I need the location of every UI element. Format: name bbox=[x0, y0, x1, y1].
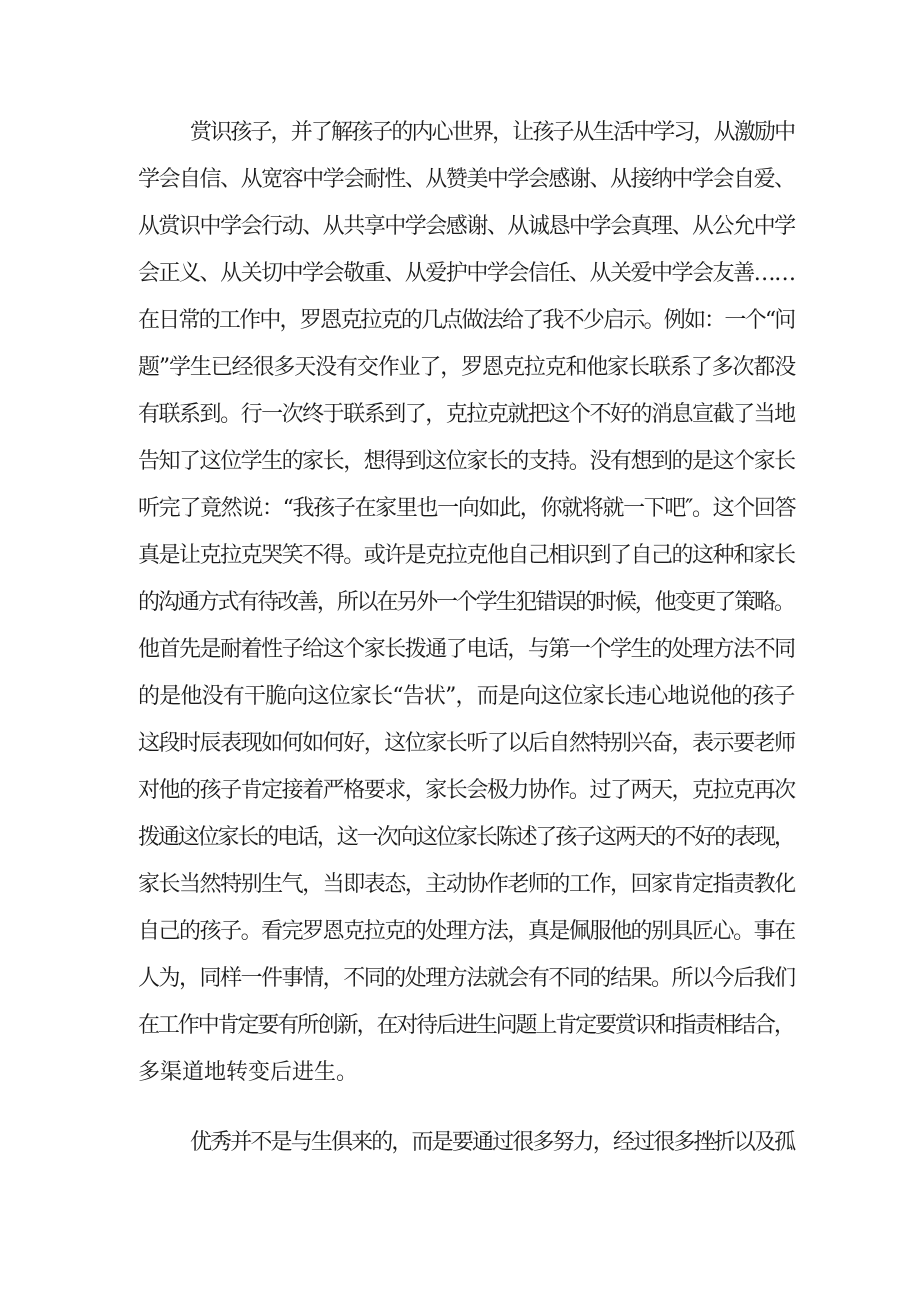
paragraph-line: 赏识孩子，并了解孩子的内心世界，让孩子从生活中学习，从激励中 bbox=[190, 120, 795, 145]
paragraph-line: 告知了这位学生的家长，想得到这位家长的支持。没有想到的是这个家长 bbox=[138, 449, 795, 474]
paragraph-line: 多渠道地转变后进生。 bbox=[138, 1060, 359, 1085]
paragraph-line: 拨通这位家长的电话，这一次向这位家长陈述了孩子这两天的不好的表现， bbox=[138, 825, 794, 850]
paragraph-line: 题”学生已经很多天没有交作业了，罗恩克拉克和他家长联系了多次都没 bbox=[138, 355, 796, 380]
paragraph-line: 有联系到。行一次终于联系到了，克拉克就把这个不好的消息宣截了当地 bbox=[138, 402, 795, 427]
paragraph-line: 在工作中肯定要有所创新，在对待后进生问题上肯定要赏识和指责相结合， bbox=[138, 1013, 794, 1038]
paragraph-line: 自己的孩子。看完罗恩克拉克的处理方法，真是佩服他的别具匠心。事在 bbox=[138, 919, 795, 944]
paragraph-line: 的是他没有干脆向这位家长“告状”，而是向这位家长违心地说他的孩子 bbox=[138, 684, 795, 709]
paragraph-line: 听完了竟然说：“我孩子在家里也一向如此，你就将就一下吧″。这个回答 bbox=[138, 496, 796, 521]
paragraph-line: 学会自信、从宽容中学会耐性、从赞美中学会感谢、从接纳中学会自爱、 bbox=[138, 167, 795, 192]
paragraph-line: 在日常的工作中，罗恩克拉克的几点做法给了我不少启示。例如：一个“问 bbox=[138, 308, 795, 333]
paragraph-line: 优秀并不是与生俱来的，而是要通过很多努力，经过很多挫折以及孤 bbox=[190, 1130, 795, 1155]
paragraph-line: 会正义、从关切中学会敬重、从爱护中学会信任、从关爱中学会友善…… bbox=[138, 261, 795, 286]
paragraph-line: 从赏识中学会行动、从共享中学会感谢、从诚恳中学会真理、从公允中学 bbox=[138, 214, 795, 239]
paragraph-line: 的沟通方式有待改善，所以在另外一个学生犯错误的时候，他变更了策略。 bbox=[138, 590, 794, 615]
paragraph-line: 家长当然特别生气，当即表态，主动协作老师的工作，回家肯定指责教化 bbox=[138, 872, 795, 897]
paragraph-line: 他首先是耐着性子给这个家长拨通了电话，与第一个学生的处理方法不同 bbox=[138, 637, 795, 662]
paragraph-line: 对他的孩子肯定接着严格要求，家长会极力协作。过了两天，克拉克再次 bbox=[138, 778, 795, 803]
paragraph-line: 人为，同样一件事情，不同的处理方法就会有不同的结果。所以今后我们 bbox=[138, 966, 795, 991]
paragraph-line: 真是让克拉克哭笑不得。或许是克拉克他自己相识到了自己的这种和家长 bbox=[138, 543, 795, 568]
paragraph-line: 这段时辰表现如何如何好，这位家长听了以后自然特别兴奋，表示要老师 bbox=[138, 731, 795, 756]
